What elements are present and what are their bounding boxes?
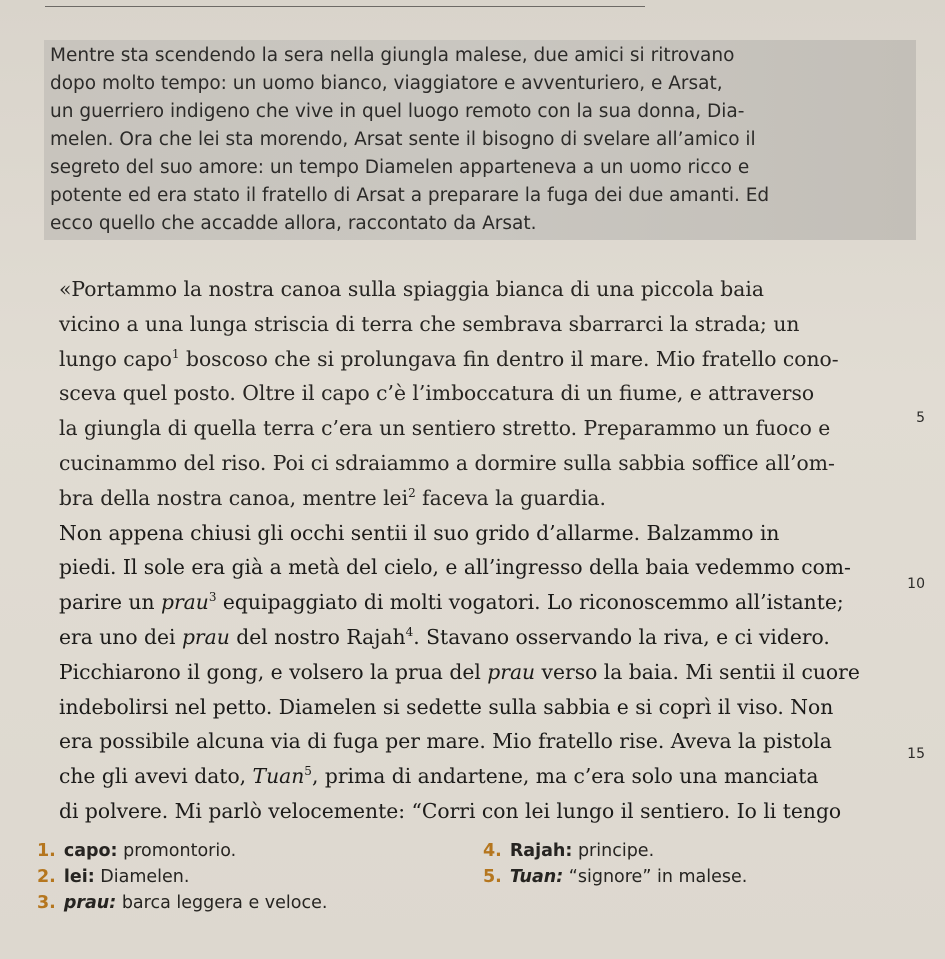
- text-run: che gli avevi dato,: [59, 764, 253, 789]
- italic-term: prau: [181, 624, 230, 649]
- footnotes-right-column: [483, 838, 903, 890]
- footnote-term: capo:: [63, 841, 118, 861]
- story-line: di polvere. Mi parlò velocemente: “Corri con lei lungo il sentiero. Io li tengo: [59, 798, 842, 823]
- text-run: , prima di andartene, ma c’era solo una manciata: [311, 764, 819, 789]
- story-line: [37, 342, 867, 377]
- footnote-text: principe.: [572, 841, 655, 861]
- story-line: [37, 620, 867, 655]
- footnote-term: Rajah:: [509, 841, 573, 861]
- text-run: era uno dei: [59, 624, 182, 649]
- footnote-text: Diamelen.: [94, 867, 190, 887]
- footnote-2: [37, 864, 457, 890]
- intro-line: melen. Ora che lei sta morendo, Arsat sente il bisogno di svelare all’amico il: [50, 129, 756, 150]
- footnote-4: [483, 838, 903, 864]
- footnote-ref-3: 3: [208, 590, 217, 605]
- footnote-number: 5.: [483, 867, 502, 887]
- italic-term: prau: [160, 590, 209, 615]
- footnote-number: 2.: [37, 867, 56, 887]
- text-run: boscoso che si prolungava fin dentro il mare. Mio fratello cono-: [179, 346, 839, 371]
- footnote-text: “signore” in malese.: [563, 867, 748, 887]
- footnote-text: barca leggera e veloce.: [116, 893, 328, 913]
- text-run: parire un: [59, 590, 161, 615]
- line-number-10: 10: [907, 576, 925, 592]
- intro-line: dopo molto tempo: un uomo bianco, viaggiatore e avventuriero, e Arsat,: [50, 73, 723, 94]
- story-line: [37, 759, 867, 794]
- text-run: Picchiarono il gong, e volsero la prua del: [59, 659, 488, 684]
- footnote-5: [483, 864, 903, 890]
- intro-line: Mentre sta scendendo la sera nella giungla malese, due amici si ritrovano: [50, 45, 735, 66]
- story-line: indebolirsi nel petto. Diamelen si sedette sulla sabbia e si coprì il viso. Non: [59, 694, 834, 719]
- footnote-text: promontorio.: [117, 841, 237, 861]
- story-line: sceva quel posto. Oltre il capo c’è l’imboccatura di un fiume, e attraverso: [59, 381, 815, 406]
- story-line: Non appena chiusi gli occhi sentii il suo grido d’allarme. Balzammo in: [59, 520, 780, 545]
- story-line: «Portammo la nostra canoa sulla spiaggia bianca di una piccola baia: [59, 277, 764, 301]
- story-line: [37, 481, 867, 516]
- footnote-ref-4: 4: [405, 625, 414, 640]
- story-line: vicino a una lunga striscia di terra che sembrava sbarrarci la strada; un: [59, 311, 800, 336]
- line-number-15: 15: [907, 746, 925, 762]
- story-line: [37, 585, 867, 620]
- footnote-term: Tuan:: [509, 867, 564, 887]
- text-run: faceva la guardia.: [415, 485, 606, 510]
- paragraph-1: [37, 272, 867, 516]
- story-text: [37, 272, 867, 829]
- story-line: la giungla di quella terra c’era un sentiero stretto. Preparammo un fuoco e: [59, 416, 831, 441]
- intro-line: ecco quello che accadde allora, raccontato da Arsat.: [50, 213, 537, 234]
- footnote-3: [37, 890, 457, 916]
- story-line: era possibile alcuna via di fuga per mare. Mio fratello rise. Aveva la pistola: [59, 729, 832, 754]
- story-line: [37, 655, 867, 690]
- top-rule: [45, 6, 645, 7]
- text-run: equipaggiato di molti vogatori. Lo riconoscemmo all’istante;: [216, 590, 844, 615]
- story-line: piedi. Il sole era già a metà del cielo, e all’ingresso della baia vedemmo com-: [59, 555, 851, 580]
- line-number-5: 5: [916, 410, 925, 426]
- intro-box: [44, 40, 916, 240]
- footnote-number: 4.: [483, 841, 502, 861]
- footnotes-left-column: [37, 838, 457, 916]
- footnote-ref-5: 5: [304, 764, 312, 779]
- italic-term: prau: [487, 659, 536, 684]
- intro-text: [50, 42, 910, 238]
- footnote-term: lei:: [63, 867, 95, 887]
- text-run: verso la baia. Mi sentii il cuore: [535, 659, 860, 684]
- text-run: . Stavano osservando la riva, e ci videro.: [413, 624, 830, 649]
- footnote-number: 3.: [37, 893, 56, 913]
- story-line: cucinammo del riso. Poi ci sdraiammo a dormire sulla sabbia soffice all’om-: [59, 450, 835, 475]
- footnote-ref-2: 2: [408, 486, 416, 501]
- footnote-ref-1: 1: [171, 346, 180, 361]
- text-run: bra della nostra canoa, mentre lei: [59, 485, 409, 510]
- footnote-number: 1.: [37, 841, 56, 861]
- intro-line: un guerriero indigeno che vive in quel luogo remoto con la sua donna, Dia-: [50, 101, 745, 122]
- paragraph-2: [37, 516, 867, 829]
- intro-line: segreto del suo amore: un tempo Diamelen apparteneva a un uomo ricco e: [50, 157, 750, 178]
- footnote-1: [37, 838, 457, 864]
- text-run: del nostro Rajah: [229, 624, 406, 649]
- italic-term: Tuan: [252, 764, 305, 789]
- footnote-term: prau:: [63, 893, 117, 913]
- intro-line: potente ed era stato il fratello di Arsat a preparare la fuga dei due amanti. Ed: [50, 185, 770, 206]
- text-run: lungo capo: [59, 346, 172, 371]
